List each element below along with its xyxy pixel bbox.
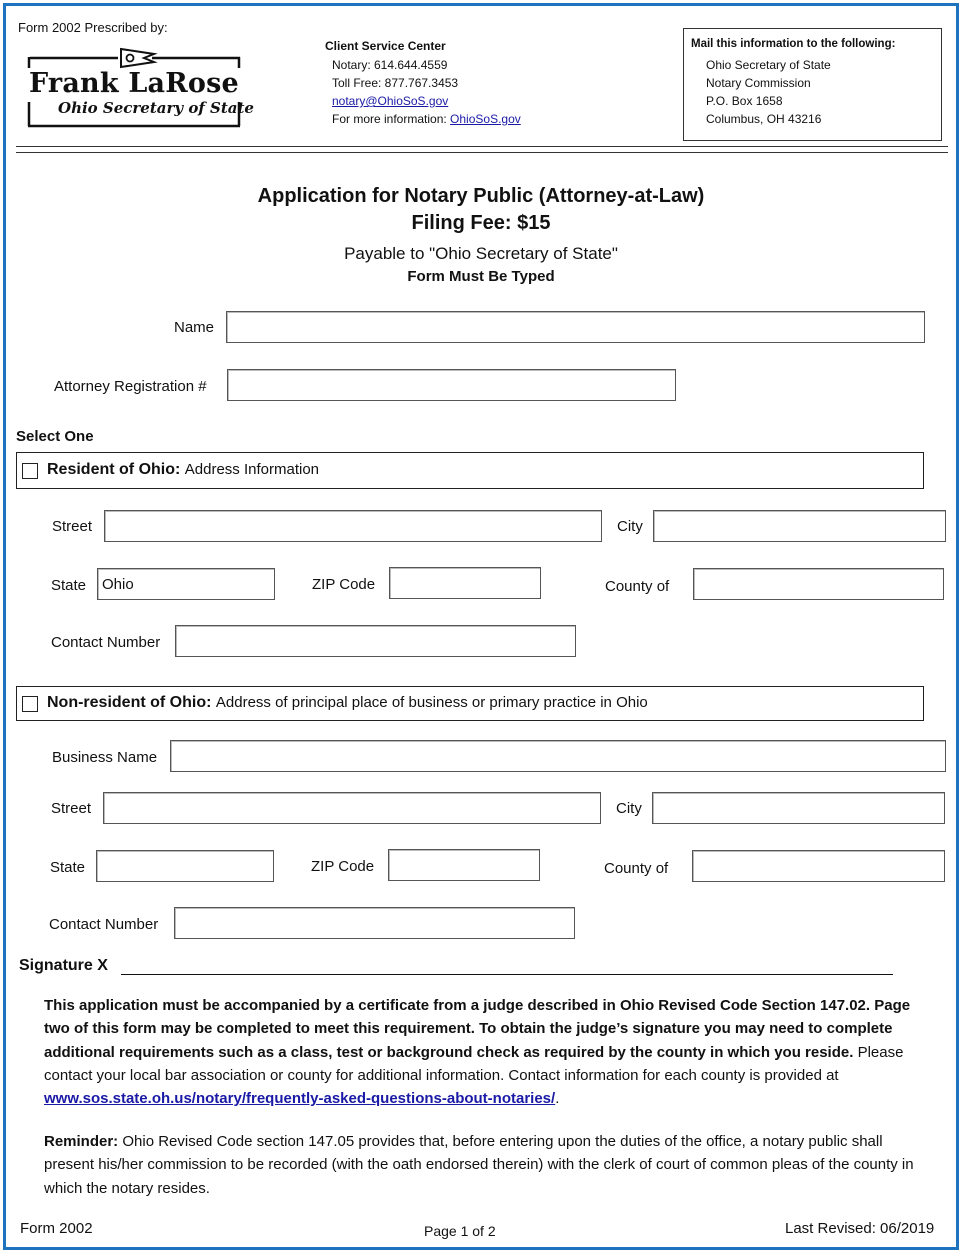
certificate-paragraph <box>44 994 924 1110</box>
form-prescribed-by: Form 2002 Prescribed by: <box>18 20 168 35</box>
more-info-label: For more information: <box>332 112 447 126</box>
name-label: Name <box>174 319 215 336</box>
nonresident-contact-label: Contact Number <box>49 916 159 933</box>
nonresident-street-label: Street <box>51 800 92 817</box>
resident-state-input[interactable] <box>97 568 275 600</box>
mail-line-1: Ohio Secretary of State <box>706 58 831 72</box>
resident-contact-input[interactable] <box>175 625 576 657</box>
resident-zip-input[interactable] <box>389 567 541 599</box>
resident-heading-rest: Address Information <box>184 461 320 478</box>
divider-bottom <box>16 152 948 153</box>
resident-heading <box>47 461 319 479</box>
resident-state-value: Ohio <box>102 576 134 593</box>
logo-name: Frank LaRose <box>29 68 239 99</box>
mail-line-3: P.O. Box 1658 <box>706 94 783 108</box>
client-service-title: Client Service Center <box>325 39 446 53</box>
resident-street-input[interactable] <box>104 510 602 542</box>
name-input[interactable] <box>226 311 925 343</box>
nonresident-street-input[interactable] <box>103 792 601 824</box>
signature-line[interactable] <box>121 974 893 975</box>
resident-county-label: County of <box>605 578 670 595</box>
toll-free: Toll Free: 877.767.3453 <box>332 76 459 90</box>
nonresident-state-input[interactable] <box>96 850 274 882</box>
resident-contact-label: Contact Number <box>51 634 161 651</box>
business-name-input[interactable] <box>170 740 946 772</box>
more-info <box>332 112 521 126</box>
signature-label: Signature X <box>19 957 108 974</box>
attorney-reg-input[interactable] <box>227 369 676 401</box>
divider-top <box>16 146 948 147</box>
payable-to: Payable to "Ohio Secretary of State" <box>344 244 618 263</box>
form-typed-note: Form Must Be Typed <box>407 268 555 285</box>
nonresident-zip-input[interactable] <box>388 849 540 881</box>
resident-city-label: City <box>617 518 643 535</box>
resident-zip-label: ZIP Code <box>312 576 376 593</box>
nonresident-city-input[interactable] <box>652 792 945 824</box>
notary-email-link[interactable]: notary@OhioSoS.gov <box>332 94 449 108</box>
resident-county-input[interactable] <box>693 568 944 600</box>
nonresident-county-input[interactable] <box>692 850 945 882</box>
reminder-label: Reminder: <box>44 1133 119 1150</box>
nonresident-heading <box>47 694 648 712</box>
nonresident-county-label: County of <box>604 860 669 877</box>
nonresident-state-label: State <box>50 859 86 876</box>
certificate-text-rest: Please contact your local bar association or county for additional information. Contact information for each county is provided at <box>44 1043 904 1084</box>
nonresident-zip-label: ZIP Code <box>311 858 375 875</box>
notary-phone: Notary: 614.644.4559 <box>332 58 448 72</box>
nonresident-checkbox[interactable] <box>22 696 38 712</box>
select-one-label: Select One <box>16 428 94 445</box>
nonresident-heading-rest: Address of principal place of business or primary practice in Ohio <box>215 694 648 711</box>
reminder-text: Ohio Revised Code section 147.05 provides that, before entering upon the duties of the office, a notary public shall present his/her commission to be recorded (with the oath endorsed therein) with the clerk of court of common pleas of the county in which the notary resides. <box>44 1133 914 1197</box>
nonresident-city-label: City <box>616 800 642 817</box>
footer-page-number: Page 1 of 2 <box>424 1223 496 1239</box>
certificate-text-bold: This application must be accompanied by a certificate from a judge described in Ohio Revised Code Section 147.02. Page two of this form may be completed to meet this requirement. To obtain the judge’s signature you may need to complete additional requirements such as a class, test or background check as required by the county in which you reside. <box>44 997 911 1061</box>
certificate-text-end: . <box>555 1090 560 1108</box>
nonresident-contact-input[interactable] <box>174 907 575 939</box>
ohiosos-link[interactable]: OhioSoS.gov <box>450 112 521 126</box>
business-name-label: Business Name <box>52 749 158 766</box>
page-title: Application for Notary Public (Attorney-at-Law) <box>257 185 705 207</box>
attorney-reg-label: Attorney Registration # <box>54 378 207 395</box>
resident-heading-bold: Resident of Ohio: <box>47 461 181 478</box>
footer-form-number: Form 2002 <box>20 1220 93 1237</box>
logo-subtitle: Ohio Secretary of State <box>58 99 254 117</box>
mail-line-2: Notary Commission <box>706 76 811 90</box>
resident-city-input[interactable] <box>653 510 946 542</box>
reminder-paragraph <box>44 1130 924 1200</box>
mail-line-4: Columbus, OH 43216 <box>706 112 822 126</box>
filing-fee: Filing Fee: $15 <box>411 212 551 234</box>
nonresident-heading-bold: Non-resident of Ohio: <box>47 694 212 711</box>
faq-link[interactable]: www.sos.state.oh.us/notary/frequently-asked-questions-about-notaries/ <box>44 1090 556 1108</box>
resident-street-label: Street <box>52 518 93 535</box>
logo <box>26 46 254 128</box>
resident-checkbox[interactable] <box>22 463 38 479</box>
resident-state-label: State <box>51 577 87 594</box>
footer-last-revised: Last Revised: 06/2019 <box>785 1220 935 1237</box>
mail-title: Mail this information to the following: <box>691 38 896 50</box>
